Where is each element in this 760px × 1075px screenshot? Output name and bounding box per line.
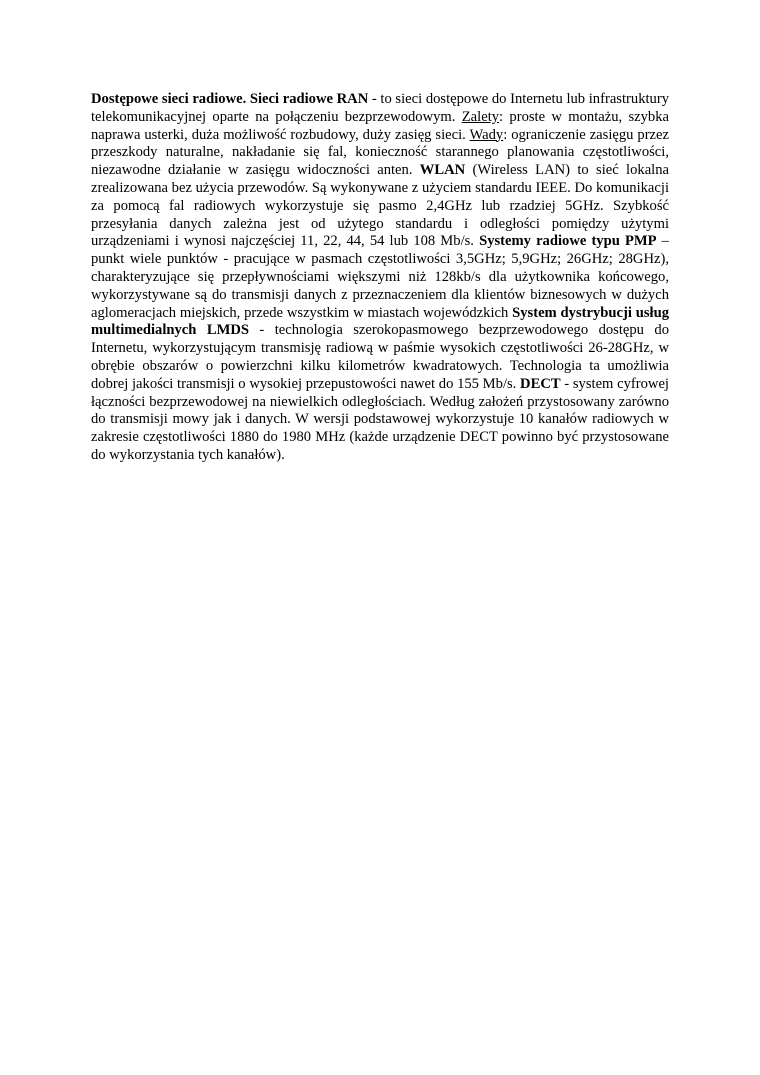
text-advantages: : proste w montażu, szybka naprawa usterki, duża możliwość rozbudowy, duży zasięg sieci. <box>91 108 670 143</box>
term-lmds: System dystrybucji usług multimedialnych LMDS <box>91 304 669 339</box>
text-dect: - system cyfrowej łączności bezprzewodowej na niewielkich odległościach. Według założeń przystosowany zarówno do transmisji mowy jak i danych. W wersji podstawowej wykorzystuje 10 kanałów radiowych w zakresie częstotliwości 1880 do 1980 MHz (każde urządzenie DECT powinno być przystosowane do wykorzystania tych kanałów). <box>91 375 669 463</box>
term-wlan: WLAN <box>419 162 466 179</box>
term-dect: DECT <box>520 375 561 392</box>
heading-ran: Dostępowe sieci radiowe. Sieci radiowe RAN <box>91 91 369 107</box>
text-lmds: - technologia szerokopasmowego bezprzewodowego dostępu do Internetu, wykorzystującym transmisję radiową w paśmie wysokich częstotliwości 26-28GHz, w obrębie obszarów o powierzchni kilku kilometrów kwadratowych. Technologia ta umożliwia dobrej jakości transmisji o wysokiej przepustowości nawet do 155 Mb/s. <box>91 322 669 392</box>
text-ran-definition: - to sieci dostępowe do Internetu lub infrastruktury telekomunikacyjnej oparte na połączeniu bezprzewodowym. <box>91 91 669 125</box>
label-disadvantages: Wady <box>469 126 504 143</box>
term-pmp: Systemy radiowe typu PMP <box>479 233 657 250</box>
text-wlan: (Wireless LAN) to sieć lokalna zrealizowana bez użycia przewodów. Są wykonywane z użyciem standardu IEEE. Do komunikacji za pomocą fal radiowych wykorzystuje się pasmo 2,4GHz lub rzadziej 5GHz. Szybkość przesyłania danych zależna jest od użytego standardu i odległości pomiędzy użytymi urządzeniami i wynosi najczęściej 11, 22, 44, 54 lub 108 Mb/s. <box>91 162 669 250</box>
label-advantages: Zalety <box>461 108 500 125</box>
text-pmp: – punkt wiele punktów - pracujące w pasmach częstotliwości 3,5GHz; 5,9GHz; 26GHz; 28GHz), charakteryzujące się przepływnościami większymi niż 128kb/s dla użytkownika końcowego, wykorzystywane są do transmisji danych z przeznaczeniem dla klientów biznesowych w dużych aglomeracjach miejskich, przede wszystkim w miastach wojewódzkich <box>91 233 669 321</box>
body-paragraph <box>91 91 669 465</box>
text-disadvantages: : ograniczenie zasięgu przez przeszkody naturalne, nakładanie się fal, konieczność starannego planowania częstotliwości, niezawodne działanie w zasięgu widoczności anten. <box>91 126 669 179</box>
